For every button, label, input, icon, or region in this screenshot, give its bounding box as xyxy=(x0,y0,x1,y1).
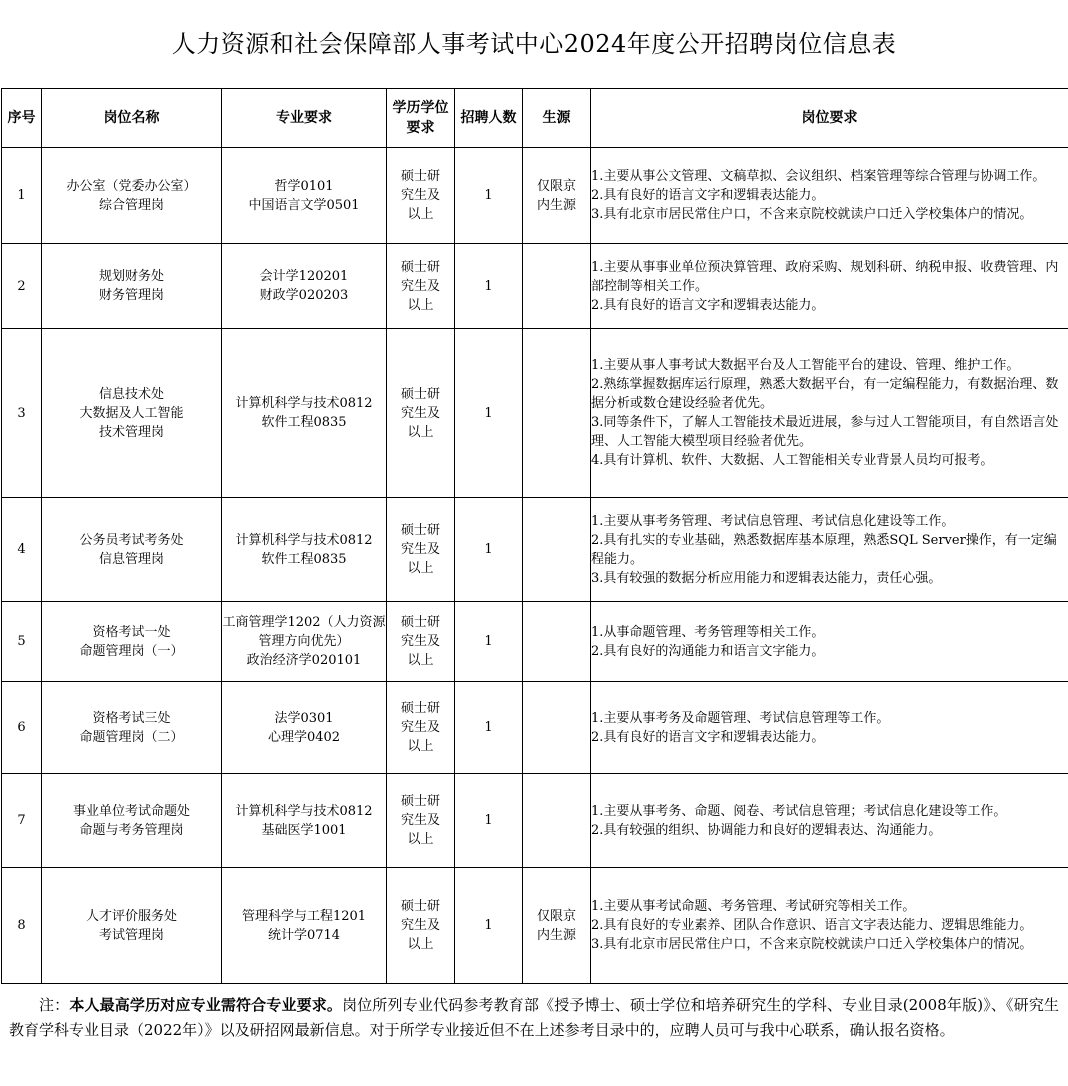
cell-source xyxy=(523,148,591,244)
cell-major xyxy=(222,774,387,868)
source-text: 仅限京内生源 xyxy=(536,908,576,943)
page-title: 人力资源和社会保障部人事考试中心2024年度公开招聘岗位信息表 xyxy=(171,30,897,58)
position-line: 事业单位考试命题处 xyxy=(72,803,190,819)
table-row xyxy=(2,148,1068,244)
cell-major xyxy=(222,682,387,774)
cell-position xyxy=(42,868,222,984)
cell-major xyxy=(222,148,387,244)
note-prefix: 注： xyxy=(39,996,70,1014)
note-bold: 本人最高学历对应专业需符合专业要求。 xyxy=(69,996,343,1014)
requirement-item: 1.主要从事事业单位预决算管理、政府采购、规划科研、纳税申报、收费管理、内部控制等相关工作。 xyxy=(591,259,1059,294)
cell-major xyxy=(222,602,387,682)
edu-text: 硕士研究生及以上 xyxy=(400,701,440,754)
table-row xyxy=(2,602,1068,682)
major-line: 管理科学与工程1201 xyxy=(241,908,367,924)
requirement-item: 1.主要从事考务管理、考试信息管理、考试信息化建设等工作。 xyxy=(591,513,955,529)
cell-position xyxy=(42,148,222,244)
position-line: 规划财务处 xyxy=(98,269,164,284)
cell-source xyxy=(523,498,591,602)
cell-seq: 3 xyxy=(2,329,42,498)
position-line: 资格考试一处 xyxy=(92,624,171,640)
cell-seq: 8 xyxy=(2,868,42,984)
major-line: 基础医学1001 xyxy=(261,822,347,838)
cell-position xyxy=(42,498,222,602)
cell-count: 1 xyxy=(455,868,523,984)
major-line: 计算机科学与技术0812 xyxy=(235,396,373,411)
major-line: 会计学120201 xyxy=(259,269,349,284)
requirement-item: 2.具有良好的专业素养、团队合作意识、语言文字表达能力、逻辑思维能力。 xyxy=(591,918,1033,933)
cell-major xyxy=(222,329,387,498)
major-line: 中国语言文学0501 xyxy=(248,197,360,213)
requirement-item: 3.具有北京市居民常住户口，不含来京院校就读户口迁入学校集体户的情况。 xyxy=(591,937,1033,952)
cell-requirements xyxy=(591,868,1068,984)
cell-seq: 4 xyxy=(2,498,42,602)
header-major: 专业要求 xyxy=(222,89,387,148)
cell-count: 1 xyxy=(455,244,523,329)
position-line: 资格考试三处 xyxy=(92,710,171,726)
table-row xyxy=(2,868,1068,984)
position-line: 人才评价服务处 xyxy=(85,908,177,924)
table-row xyxy=(2,682,1068,774)
requirement-item: 2.具有扎实的专业基础，熟悉数据库基本原理，熟悉SQL Server操作，有一定编程能力。 xyxy=(591,532,1057,567)
major-line: 心理学0402 xyxy=(267,729,341,745)
requirement-item: 3.具有较强的数据分析应用能力和逻辑表达能力，责任心强。 xyxy=(591,570,942,586)
requirement-item: 3.同等条件下，了解人工智能技术最近进展，参与过人工智能项目，有自然语言处理、人工智能大模型项目经验者优先。 xyxy=(591,415,1059,449)
cell-requirements xyxy=(591,602,1068,682)
position-line: 财务管理岗 xyxy=(98,288,164,303)
footnote xyxy=(1,985,1067,1043)
major-line: 法学0301 xyxy=(274,710,334,726)
cell-source xyxy=(523,244,591,329)
position-line: 综合管理岗 xyxy=(98,197,164,213)
table-row xyxy=(2,329,1068,498)
cell-major xyxy=(222,244,387,329)
position-line: 命题与考务管理岗 xyxy=(79,822,184,838)
cell-seq: 5 xyxy=(2,602,42,682)
cell-source xyxy=(523,868,591,984)
cell-edu xyxy=(387,774,455,868)
position-line: 技术管理岗 xyxy=(98,424,164,440)
cell-major xyxy=(222,498,387,602)
table-row xyxy=(2,244,1068,329)
cell-position xyxy=(42,602,222,682)
cell-requirements xyxy=(591,774,1068,868)
requirement-item: 4.具有计算机、软件、大数据、人工智能相关专业背景人员均可报考。 xyxy=(591,453,994,468)
position-line: 信息管理岗 xyxy=(98,551,164,567)
edu-text: 硕士研究生及以上 xyxy=(400,794,440,847)
cell-seq: 6 xyxy=(2,682,42,774)
note-text: 岗位所列专业代码参考教育部《授予博士、硕士学位和培养研究生的学科、专业目录(2008年版)》、《研究生教育学科专业目录（2022年）》以及研招网最新信息。对于所学专业接近但不在上述参考目录中的，应聘人员可与我中心联系，确认报名资格。 xyxy=(9,996,1059,1039)
cell-source xyxy=(523,774,591,868)
major-line: 政治经济学020101 xyxy=(246,653,362,668)
cell-count: 1 xyxy=(455,498,523,602)
requirement-item: 1.从事命题管理、考务管理等相关工作。 xyxy=(591,624,825,640)
requirement-item: 1.主要从事考务、命题、阅卷、考试信息管理；考试信息化建设等工作。 xyxy=(591,803,1007,819)
cell-requirements xyxy=(591,682,1068,774)
edu-text: 硕士研究生及以上 xyxy=(400,169,440,222)
cell-count: 1 xyxy=(455,774,523,868)
position-line: 大数据及人工智能 xyxy=(79,405,184,421)
major-line: 统计学0714 xyxy=(267,927,341,943)
requirement-item: 2.具有良好的沟通能力和语言文字能力。 xyxy=(591,643,825,659)
cell-requirements xyxy=(591,244,1068,329)
major-line: 工商管理学1202（人力资源管理方向优先） xyxy=(222,615,386,649)
cell-position xyxy=(42,774,222,868)
cell-count: 1 xyxy=(455,329,523,498)
header-requirements: 岗位要求 xyxy=(591,89,1068,148)
position-line: 命题管理岗（二） xyxy=(79,729,184,745)
cell-seq: 1 xyxy=(2,148,42,244)
edu-text: 硕士研究生及以上 xyxy=(400,899,440,952)
major-line: 计算机科学与技术0812 xyxy=(235,803,373,819)
position-line: 信息技术处 xyxy=(98,386,164,402)
cell-source xyxy=(523,602,591,682)
requirement-item: 2.具有较强的组织、协调能力和良好的逻辑表达、沟通能力。 xyxy=(591,822,942,838)
major-line: 财政学020203 xyxy=(259,288,349,303)
major-line: 哲学0101 xyxy=(274,178,334,194)
cell-edu xyxy=(387,148,455,244)
cell-position xyxy=(42,329,222,498)
requirement-item: 2.熟练掌握数据库运行原理，熟悉大数据平台，有一定编程能力，有数据治理、数据分析或数仓建设经验者优先。 xyxy=(591,377,1059,411)
edu-text: 硕士研究生及以上 xyxy=(400,523,440,576)
header-count: 招聘人数 xyxy=(455,89,523,148)
requirement-item: 2.具有良好的语言文字和逻辑表达能力。 xyxy=(591,297,825,313)
cell-edu xyxy=(387,682,455,774)
cell-count: 1 xyxy=(455,602,523,682)
cell-position xyxy=(42,682,222,774)
position-line: 办公室（党委办公室） xyxy=(66,178,197,194)
cell-requirements xyxy=(591,329,1068,498)
cell-source xyxy=(523,682,591,774)
cell-edu xyxy=(387,244,455,329)
cell-edu xyxy=(387,329,455,498)
header-row xyxy=(2,89,1068,148)
header-position: 岗位名称 xyxy=(42,89,222,148)
cell-count: 1 xyxy=(455,682,523,774)
header-seq: 序号 xyxy=(2,89,42,148)
requirement-item: 1.主要从事考务及命题管理、考试信息管理等工作。 xyxy=(591,710,890,726)
position-line: 命题管理岗（一） xyxy=(79,643,184,659)
requirement-item: 1.主要从事考试命题、考务管理、考试研究等相关工作。 xyxy=(591,899,916,914)
table-row xyxy=(2,774,1068,868)
cell-source xyxy=(523,329,591,498)
requirement-item: 1.主要从事公文管理、文稿草拟、会议组织、档案管理等综合管理与协调工作。 xyxy=(591,169,1046,184)
requirement-item: 2.具有良好的语言文字和逻辑表达能力。 xyxy=(591,729,825,745)
cell-edu xyxy=(387,868,455,984)
cell-count: 1 xyxy=(455,148,523,244)
cell-requirements xyxy=(591,498,1068,602)
requirement-item: 1.主要从事人事考试大数据平台及人工智能平台的建设、管理、维护工作。 xyxy=(591,358,1020,373)
cell-requirements xyxy=(591,148,1068,244)
edu-text: 硕士研究生及以上 xyxy=(400,259,440,313)
cell-edu xyxy=(387,602,455,682)
table-row xyxy=(2,498,1068,602)
source-text: 仅限京内生源 xyxy=(536,178,576,213)
cell-position xyxy=(42,244,222,329)
major-line: 软件工程0835 xyxy=(261,551,347,567)
requirement-item: 3.具有北京市居民常住户口，不含来京院校就读户口迁入学校集体户的情况。 xyxy=(591,207,1033,222)
cell-seq: 2 xyxy=(2,244,42,329)
header-edu: 学历学位要求 xyxy=(387,89,455,148)
major-line: 软件工程0835 xyxy=(261,415,347,430)
edu-text: 硕士研究生及以上 xyxy=(400,615,440,668)
major-line: 计算机科学与技术0812 xyxy=(235,532,373,548)
edu-text: 硕士研究生及以上 xyxy=(400,386,440,440)
cell-edu xyxy=(387,498,455,602)
job-table xyxy=(1,88,1068,984)
cell-major xyxy=(222,868,387,984)
position-line: 考试管理岗 xyxy=(98,927,164,943)
header-source: 生源 xyxy=(523,89,591,148)
cell-seq: 7 xyxy=(2,774,42,868)
position-line: 公务员考试考务处 xyxy=(79,532,184,548)
requirement-item: 2.具有良好的语言文字和逻辑表达能力。 xyxy=(591,188,825,203)
